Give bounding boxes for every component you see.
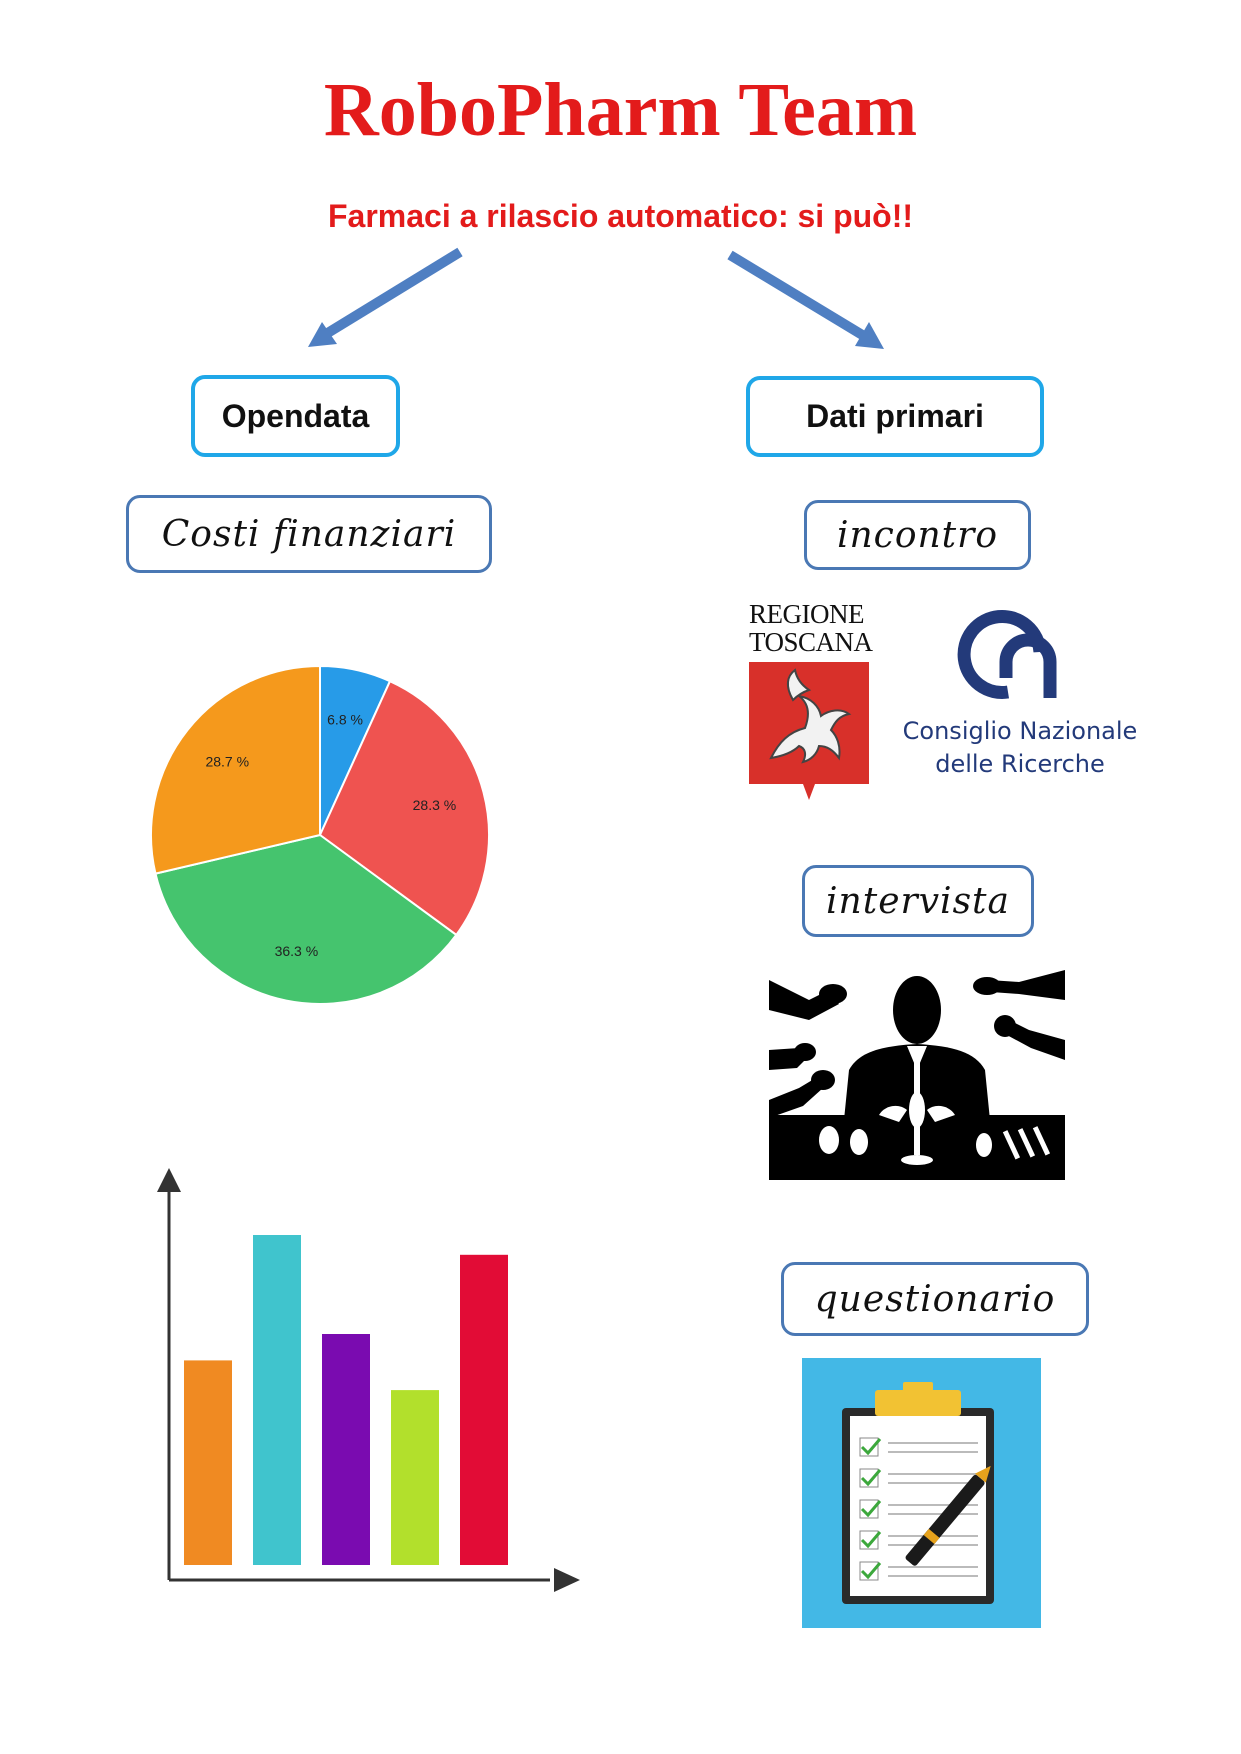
right-arrow-icon xyxy=(730,255,884,349)
bar-4 xyxy=(460,1255,508,1565)
bar-1 xyxy=(253,1235,301,1565)
y-axis-arrow-icon xyxy=(157,1168,181,1192)
opendata-box xyxy=(191,375,400,457)
pie-label-2: 36.3 % xyxy=(274,942,319,959)
intervista-box xyxy=(802,865,1034,937)
cnr-logo-line2: delle Ricerche xyxy=(935,750,1105,778)
bar-chart-illustration xyxy=(150,1160,590,1610)
intervista-label: intervista xyxy=(826,880,1010,922)
costi-finanziari-box xyxy=(126,495,492,573)
press-interview-icon xyxy=(769,960,1065,1180)
cnr-mark-icon xyxy=(900,600,1140,710)
bar-2 xyxy=(322,1334,370,1565)
clipboard-checklist-icon xyxy=(802,1358,1041,1628)
pie-label-1: 28.3 % xyxy=(412,797,457,814)
bar-3 xyxy=(391,1390,439,1565)
regione-logo-line1: REGIONE xyxy=(749,599,864,629)
bar-0 xyxy=(184,1360,232,1565)
dati-primari-label: Dati primari xyxy=(806,398,984,434)
left-arrow-icon xyxy=(308,252,460,347)
costi-finanziari-label: Costi finanziari xyxy=(161,513,457,555)
poster-title: RoboPharm Team xyxy=(323,68,918,152)
questionario-box xyxy=(781,1262,1089,1336)
x-axis-arrow-icon xyxy=(554,1568,580,1592)
questionario-label: questionario xyxy=(814,1278,1056,1320)
cnr-logo xyxy=(900,600,1140,781)
incontro-label: incontro xyxy=(836,514,999,556)
dati-primari-box xyxy=(746,376,1044,457)
pie-chart xyxy=(140,655,500,1015)
branch-arrows xyxy=(0,0,1241,360)
cnr-logo-line1: Consiglio Nazionale xyxy=(902,717,1138,745)
pegasus-shield-icon xyxy=(749,662,869,802)
regione-logo-line2: TOSCANA xyxy=(749,627,873,657)
opendata-label: Opendata xyxy=(221,397,370,434)
poster-subtitle: Farmaci a rilascio automatico: si può!! xyxy=(327,198,914,234)
incontro-box xyxy=(804,500,1031,570)
pie-label-3: 28.7 % xyxy=(205,753,250,770)
regione-toscana-logo xyxy=(749,600,879,807)
pie-label-0: 6.8 % xyxy=(327,711,363,728)
